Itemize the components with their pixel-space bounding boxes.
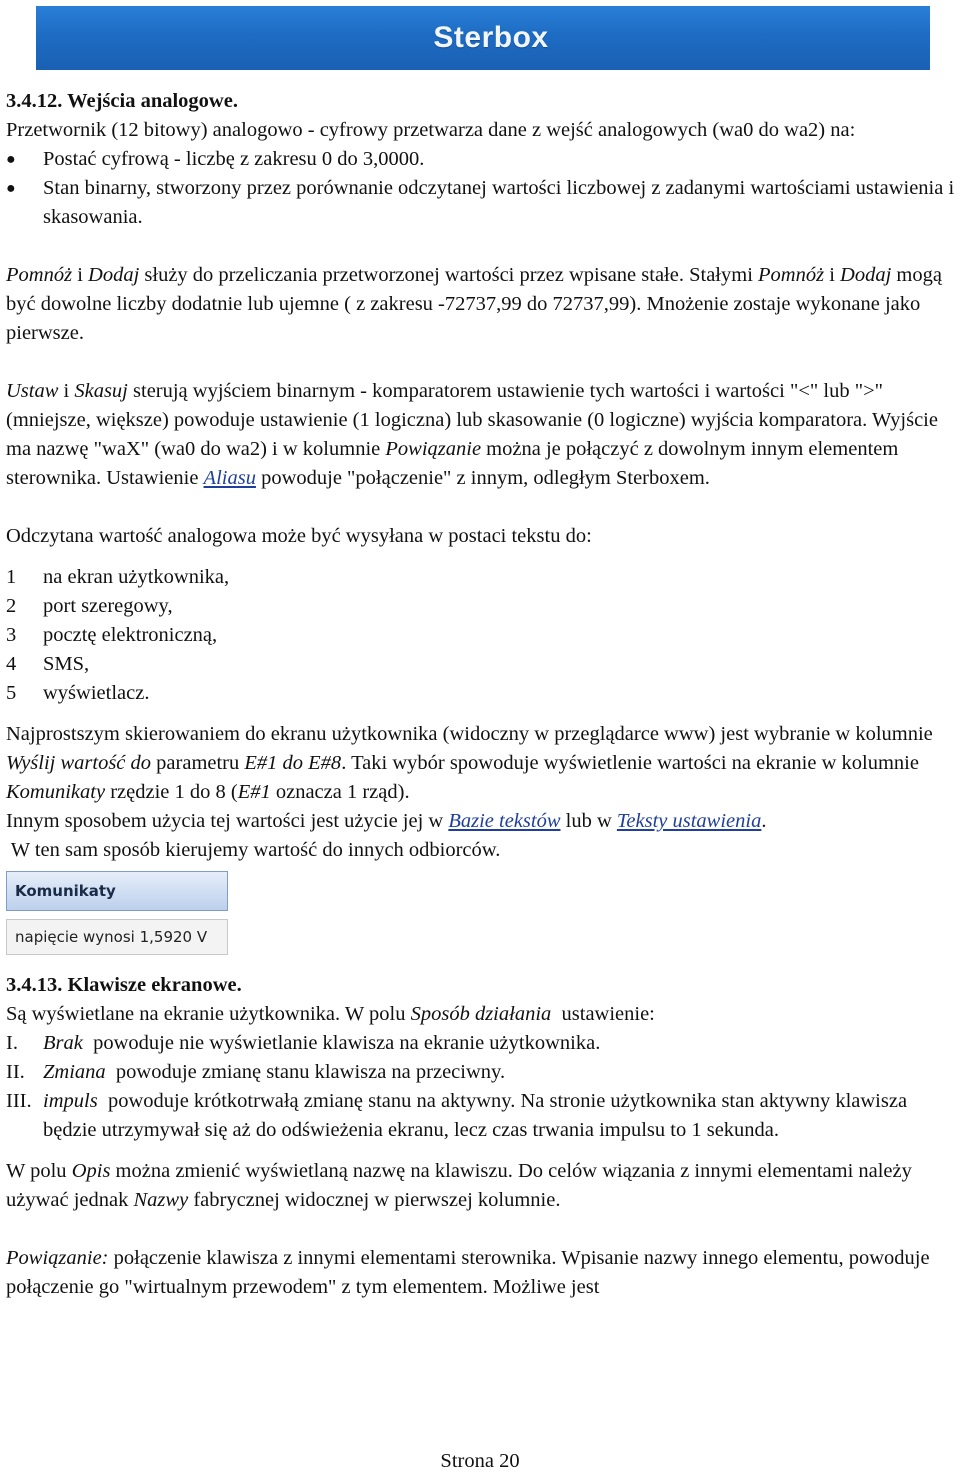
bullet-icon: ● — [6, 151, 16, 168]
paragraph-other-usage: Innym sposobem użycia tej wartości jest użycie jej w Bazie tekstów lub w Teksty ustawienia. — [6, 810, 767, 832]
paragraph-description-field: W polu Opis można zmienić wyświetlaną nazwę na klawiszu. Do celów wiązania z innymi elementami należy używać jednak Nazwy fabrycznej widocznej w pierwszej kolumnie. — [6, 1160, 912, 1211]
paragraph-simplest-routing: Najprostszym skierowaniem do ekranu użytkownika (widoczny w przeglądarce www) jest wybranie w kolumnie Wyślij wartość do parametru E#1 do E#8. Taki wybór spowoduje wyświetlenie wartości na ekranie w kolumnie Komunikaty rzędzie 1 do 8 (E#1 oznacza 1 rząd). — [6, 723, 933, 803]
list-item: I. Brak powoduje nie wyświetlanie klawisza na ekranie użytkownika. — [6, 1032, 601, 1054]
intro-paragraph: Przetwornik (12 bitowy) analogowo - cyfrowy przetwarza dane z wejść analogowych (wa0 do wa2) na: — [6, 119, 856, 141]
paragraph-multiply-add: Pomnóż i Dodaj służy do przeliczania przetworzonej wartości przez wpisane stałe. Stałymi Pomnóż i Dodaj mogą być dowolne liczby dodatnie lub ujemne ( z zakresu -72737,99 do 72737,99). Mnożenie zostaje wykonane jako pierwsze. — [6, 264, 942, 344]
list-item: 1 na ekran użytkownika, — [6, 566, 230, 588]
section-title-analog-inputs: 3.4.12. Wejścia analogowe. — [6, 90, 238, 112]
bullet-item: ● Postać cyfrową - liczbę z zakresu 0 do 3,0000. — [6, 145, 956, 174]
paragraph-binding: Powiązanie: połączenie klawisza z innymi elementami sterownika. Wpisanie nazwy innego elementu, powoduje połączenie go "wirtualnym przewodem" z tym elementem. Możliwe jest — [6, 1247, 930, 1298]
text-base-link[interactable]: Bazie tekstów — [448, 810, 561, 832]
list-item: II. Zmiana powoduje zmianę stanu klawisza na przeciwny. — [6, 1061, 506, 1083]
paragraph-output-targets: Odczytana wartość analogowa może być wysyłana w postaci tekstu do: — [6, 525, 592, 547]
list-item: 3 pocztę elektroniczną, — [6, 624, 218, 646]
sterbox-logo: Sterbox — [433, 21, 549, 54]
paragraph-keys-intro: Są wyświetlane na ekranie użytkownika. W polu Sposób działania ustawienie: — [6, 1003, 655, 1025]
list-item: III. impuls powoduje krótkotrwałą zmianę stanu na aktywny. Na stronie użytkownika stan aktywny klawisza będzie utrzymywał się aż do odświeżenia ekranu, lecz czas trwania impulsu to 1 sekunda. — [6, 1090, 913, 1141]
text-settings-link[interactable]: Teksty ustawienia — [616, 810, 762, 832]
list-item: 5 wyświetlacz. — [6, 682, 150, 704]
alias-link[interactable]: Aliasu — [203, 467, 256, 489]
header-banner — [36, 6, 930, 70]
messages-header: Komunikaty — [6, 871, 228, 911]
paragraph-same-way: W ten sam sposób kierujemy wartość do innych odbiorców. — [6, 839, 501, 861]
document-body — [6, 87, 956, 1302]
bullet-icon: ● — [6, 180, 16, 197]
page-number: Strona 20 — [440, 1450, 520, 1472]
paragraph-set-reset: Ustaw i Skasuj sterują wyjściem binarnym - komparatorem ustawienie tych wartości i wartości "<" lub ">" (mniejsze, większe) powoduje ustawienie (1 logiczna) lub skasowanie (0 logiczne) wyjścia komparatora. Wyjście ma nazwę "waX" (wa0 do wa2) i w kolumnie Powiązanie można je połączyć z dowolnym innym elementem sterownika. Ustawienie Aliasu powoduje "połączenie" z innym, odległym Sterboxem. — [6, 380, 938, 489]
section-title-screen-keys: 3.4.13. Klawisze ekranowe. — [6, 974, 242, 996]
messages-value: napięcie wynosi 1,5920 V — [6, 919, 228, 955]
bullet-item: ● Stan binarny, stworzony przez porównanie odczytanej wartości liczbowej z zadanymi wartościami ustawienia i skasowania. — [6, 174, 956, 232]
list-item: 2 port szeregowy, — [6, 595, 173, 617]
list-item: 4 SMS, — [6, 653, 90, 675]
messages-widget-screenshot — [6, 871, 228, 955]
